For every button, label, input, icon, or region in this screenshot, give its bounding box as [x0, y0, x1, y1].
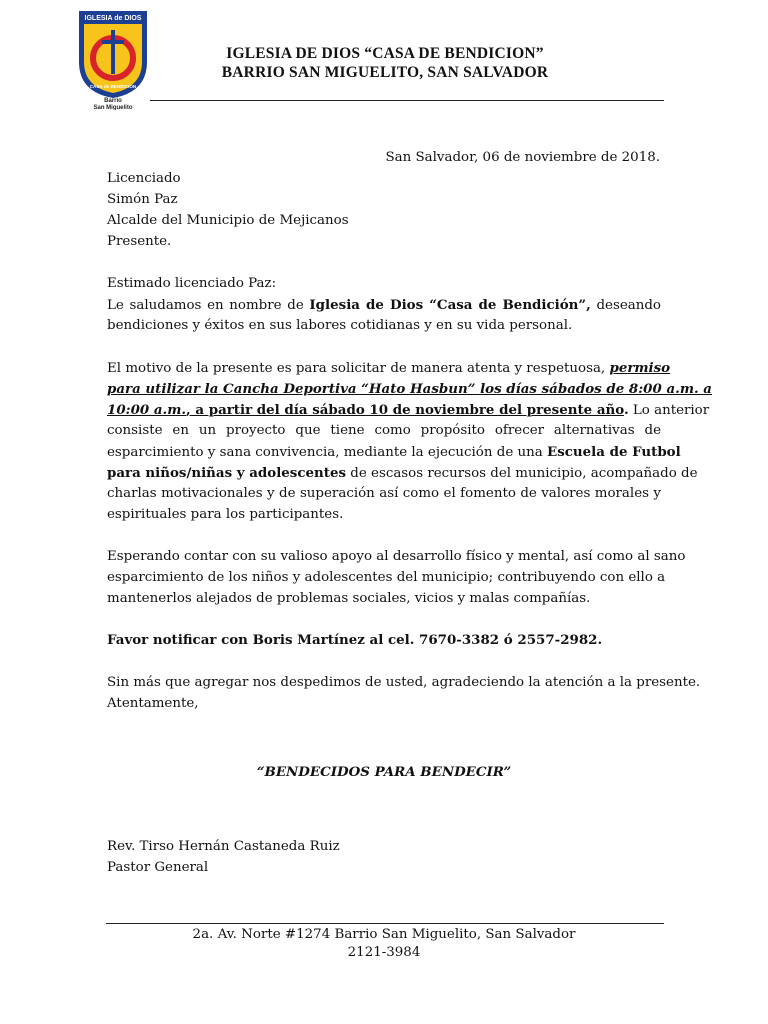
- escuela-futbol-bold: Escuela de Futbol: [547, 444, 681, 460]
- letter-date: San Salvador, 06 de noviembre de 2018.: [385, 150, 660, 165]
- para2-line-1: El motivo de la presente es para solicitar de manera atenta y respetuosa, permiso: [107, 360, 671, 376]
- para2-line-7: charlas motivacionales y de superación así como el fomento de valores morales y: [107, 486, 661, 501]
- para3-line-2: esparcimiento de los niños y adolescentes del municipio; contribuyendo con ello a: [107, 570, 666, 585]
- closing-line-2: Atentamente,: [107, 696, 199, 711]
- para2-line-2: para utilizar la Cancha Deportiva “Hato Hasbun” los días sábados de 8:00 a.m. a: [107, 381, 712, 397]
- para2-line-3: 10:00 a.m., a partir del día sábado 10 de noviembre del presente año. Lo anterior: [107, 402, 710, 418]
- church-logo: [78, 10, 148, 110]
- signature-role: Pastor General: [107, 860, 209, 875]
- para2-line-4: consiste en un proyecto que tiene como propósito ofrecer alternativas de: [107, 423, 661, 438]
- recipient-title: Licenciado: [107, 171, 181, 186]
- motto: “BENDECIDOS PARA BENDECIR”: [256, 764, 512, 780]
- recipient-position: Alcalde del Municipio de Mejicanos: [107, 213, 349, 228]
- greeting: Estimado licenciado Paz:: [107, 276, 277, 291]
- closing-line-1: Sin más que agregar nos despedimos de usted, agradeciendo la atención a la presente.: [107, 675, 701, 690]
- para2-line-5: esparcimiento y sana convivencia, mediante la ejecución de una Escuela de Futbol: [107, 444, 681, 460]
- para2-line-8: espirituales para los participantes.: [107, 507, 344, 522]
- header-divider: [150, 100, 664, 101]
- para1-line-1: Le saludamos en nombre de Iglesia de Dios “Casa de Bendición”, deseando: [107, 297, 661, 313]
- header-title-line-1: IGLESIA DE DIOS “CASA DE BENDICION”: [226, 45, 544, 62]
- para2-line-6: para niños/niñas y adolescentes de escasos recursos del municipio, acompañado de: [107, 465, 698, 481]
- para1-line-2: bendiciones y éxitos en sus labores cotidianas y en su vida personal.: [107, 318, 573, 333]
- logo-ring-text: CASA de BENDICION: [89, 84, 137, 89]
- para3-line-1: Esperando contar con su valioso apoyo al desarrollo físico y mental, así como al sano: [107, 549, 686, 564]
- header-title-line-2: BARRIO SAN MIGUELITO, SAN SALVADOR: [221, 64, 549, 81]
- logo-caption-1: Barrio: [104, 98, 122, 104]
- footer-phone: 2121-3984: [347, 945, 421, 960]
- footer-divider: [106, 923, 664, 924]
- permiso-emphasis: permiso: [609, 360, 671, 376]
- logo-top-text: IGLESIA de DIOS: [84, 15, 142, 22]
- recipient-name: Simón Paz: [107, 192, 178, 207]
- para3-line-3: mantenerlos alejados de problemas sociales, vicios y malas compañías.: [107, 591, 591, 606]
- signature-name: Rev. Tirso Hernán Castaneda Ruiz: [107, 839, 340, 854]
- church-name-bold: Iglesia de Dios “Casa de Bendición”,: [309, 297, 591, 313]
- footer-address: 2a. Av. Norte #1274 Barrio San Miguelito, San Salvador: [192, 927, 576, 942]
- contact-notice: Favor notificar con Boris Martínez al cel. 7670-3382 ó 2557-2982.: [107, 632, 603, 648]
- logo-caption-2: San Miguelito: [93, 105, 133, 110]
- recipient-presente: Presente.: [107, 234, 172, 249]
